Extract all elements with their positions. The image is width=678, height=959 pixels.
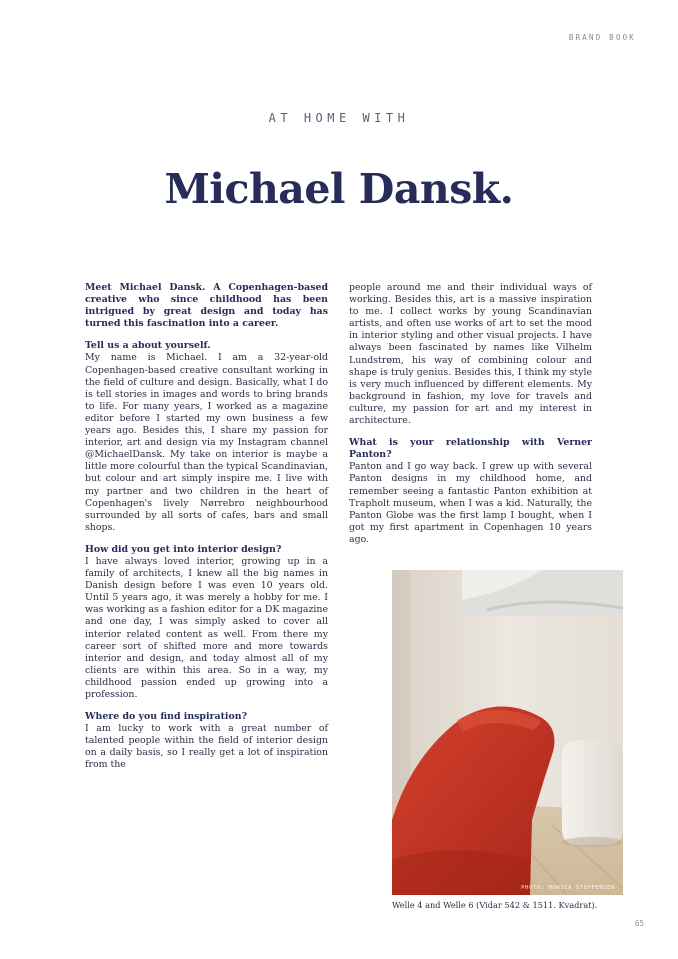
question-interior-design: How did you get into interior design? (85, 543, 282, 555)
answer-interior-design: I have always loved interior, growing up in a family of architects, I knew all the big names in Danish design before I was even 10 years old. Until 5 years ago, it was merely a hobby for me. I was working as a fashion editor for a DK magazine and one day, I was simply asked to cover all interior related content as well. From there my career sort of shifted more and more towards interior and design, and today almost all of my clients are within this area. So in a way, my childhood passion ended up growing into a profession. (85, 555, 328, 700)
answer-about-yourself: My name is Michael. I am a 32-year-old Copenhagen-based creative consultant working in the field of culture and design. Basically, what I do is tell stories in images and words to bring brands to life. For many years, I worked as a magazine editor before I started my own business a few years ago. Besides this, I share my passion for interior, art and design via my Instagram channel @MichaelDansk. My take on interior is maybe a little more colourful than the typical Scandinavian, but colour and art simply inspire me. I live with my partner and two children in the heart of Copenhagen's lively Nørrebro neighbourhood surrounded by all sorts of cafes, bars and small shops. (85, 352, 328, 533)
answer-inspiration-part1: I am lucky to work with a great number of talented people within the field of interior design on a daily basis, so I really get a lot of inspiration from the (85, 723, 328, 771)
article-column-right (349, 282, 592, 546)
article-lead: Meet Michael Dansk. A Copenhagen-based creative who since childhood has been intrigued by great design and today has turned this fascination into a career. (85, 282, 328, 330)
answer-inspiration-part2: people around me and their individual ways of working. Besides this, art is a massive inspiration to me. I collect works by young Scandinavian artists, and often use works of art to set the mood in interior styling and other visual projects. I have always been fascinated by names like Vilhelm Lundstrøm, his way of combining colour and shape is truly genius. Besides this, I think my style is very much influenced by different elements. My background in fashion, my love for travels and culture, my passion for art and my interest in architecture. (349, 282, 592, 427)
question-verner-panton: What is your relationship with Verner Panton? (349, 437, 592, 461)
question-about-yourself: Tell us a about yourself. (85, 340, 211, 352)
article-kicker: AT HOME WITH (268, 111, 410, 125)
page-number: 65 (634, 919, 644, 928)
article-column-left (85, 282, 328, 772)
photo-caption: Welle 4 and Welle 6 (Vidar 542 & 1511. Kvadrat). (392, 900, 598, 910)
answer-verner-panton: Panton and I go way back. I grew up with several Panton designs in my childhood home, and remember seeing a fantastic Panton exhibition at Trapholt museum, when I was a kid. Naturally, the Panton Globe was the first lamp I bought, when I got my first apartment in Copenhagen 10 years ago. (349, 461, 592, 545)
chair-photo (392, 570, 623, 895)
article-title: Michael Dansk. (164, 165, 514, 213)
question-inspiration: Where do you find inspiration? (85, 711, 248, 723)
running-head: BRAND BOOK (568, 33, 636, 42)
chair-photo-illustration (392, 570, 623, 895)
photo-credit: PHOTO: MONICA STEFFENSEN (521, 885, 615, 891)
